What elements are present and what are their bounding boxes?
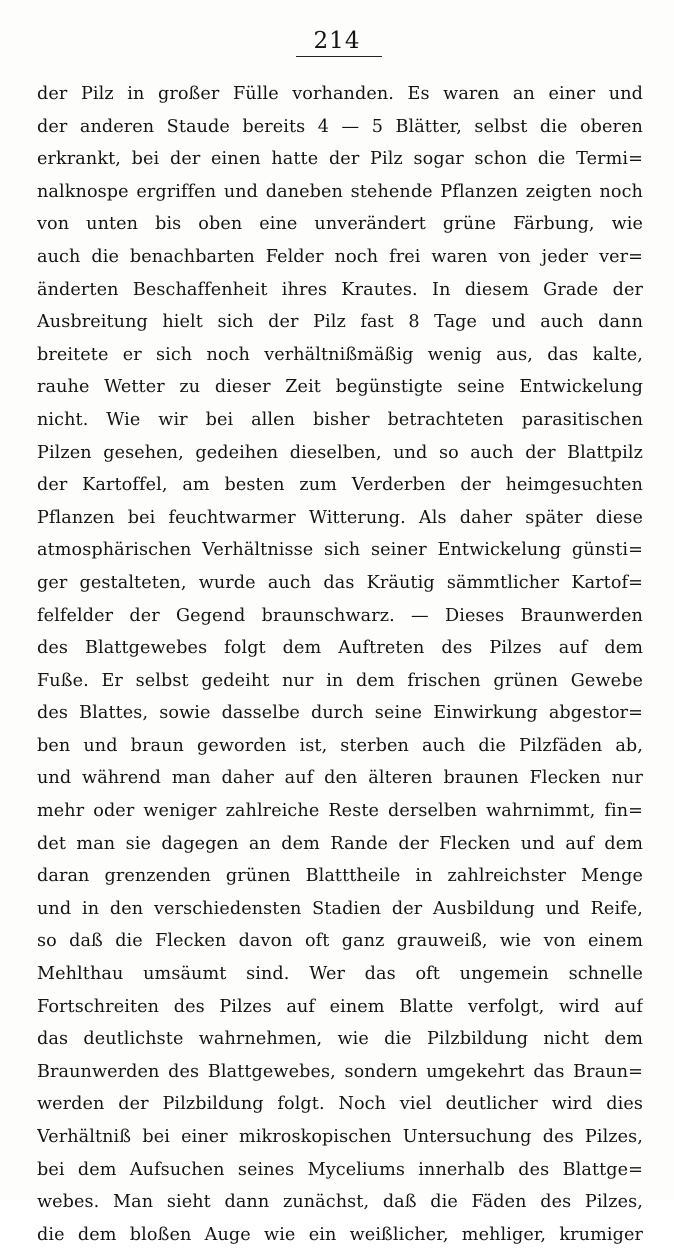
text-line-35: webes. Man sieht dann zunächst, daß die Fäden des Pilzes, bbox=[37, 1192, 643, 1213]
text-line-22: und während man daher auf den älteren braunen Flecken nur bbox=[37, 768, 643, 789]
text-line-17: felfelder der Gegend braunschwarz. — Dieses Braunwerden bbox=[37, 605, 643, 626]
text-line-2: der anderen Staude bereits 4 — 5 Blätter, selbst die oberen bbox=[37, 116, 643, 137]
text-line-26: und in den verschiedensten Stadien der Ausbildung und Reife, bbox=[37, 898, 643, 919]
text-line-1: der Pilz in großer Fülle vorhanden. Es waren an einer und bbox=[37, 84, 643, 104]
text-line-16: ger gestalteten, wurde auch das Kräutig sämmtlicher Kartof= bbox=[37, 572, 643, 593]
text-line-27: so daß die Flecken davon oft ganz grauweiß, wie von einem bbox=[37, 931, 643, 952]
text-line-9: breitete er sich noch verhältnißmäßig wenig aus, das kalte, bbox=[37, 344, 643, 365]
text-line-8: Ausbreitung hielt sich der Pilz fast 8 Tage und auch dann bbox=[37, 312, 643, 333]
text-line-24: det man sie dagegen an dem Rande der Flecken und auf dem bbox=[37, 833, 643, 854]
text-line-6: auch die benachbarten Felder noch frei waren von jeder ver= bbox=[37, 246, 643, 267]
text-line-19: Fuße. Er selbst gedeiht nur in dem frischen grünen Gewebe bbox=[37, 670, 643, 691]
text-line-7: änderten Beschaffenheit ihres Krautes. In diesem Grade der bbox=[37, 279, 643, 300]
text-line-29: Fortschreiten des Pilzes auf einem Blatte verfolgt, wird auf bbox=[37, 996, 643, 1017]
text-line-10: rauhe Wetter zu dieser Zeit begünstigte seine Entwickelung bbox=[37, 377, 643, 398]
text-line-31: Braunwerden des Blattgewebes, sondern umgekehrt das Braun= bbox=[37, 1061, 643, 1082]
page-number: 214 bbox=[313, 28, 361, 54]
text-line-34: bei dem Aufsuchen seines Myceliums innerhalb des Blattge= bbox=[37, 1159, 643, 1180]
text-line-30: das deutlichste wahrnehmen, wie die Pilzbildung nicht dem bbox=[37, 1029, 643, 1050]
text-line-18: des Blattgewebes folgt dem Auftreten des Pilzes auf dem bbox=[37, 638, 643, 659]
text-line-11: nicht. Wie wir bei allen bisher betrachteten parasitischen bbox=[37, 409, 643, 430]
text-line-5: von unten bis oben eine unverändert grüne Färbung, wie bbox=[37, 214, 643, 235]
text-line-20: des Blattes, sowie dasselbe durch seine Einwirkung abgestor= bbox=[37, 703, 643, 724]
text-line-13: der Kartoffel, am besten zum Verderben der heimgesuchten bbox=[37, 475, 643, 496]
text-line-28: Mehlthau umsäumt sind. Wer das oft ungemein schnelle bbox=[37, 964, 643, 985]
text-line-12: Pilzen gesehen, gedeihen dieselben, und so auch der Blattpilz bbox=[37, 442, 643, 463]
body-text bbox=[37, 78, 643, 1251]
text-line-33: Verhältniß bei einer mikroskopischen Untersuchung des Pilzes, bbox=[37, 1127, 643, 1147]
page-number-rule bbox=[296, 56, 382, 57]
text-line-21: ben und braun geworden ist, sterben auch die Pilzfäden ab, bbox=[37, 735, 643, 756]
text-line-3: erkrankt, bei der einen hatte der Pilz sogar schon die Termi= bbox=[37, 149, 643, 170]
text-line-36: die dem bloßen Auge wie ein weißlicher, mehliger, krumiger bbox=[37, 1224, 643, 1245]
text-line-4: nalknospe ergriffen und daneben stehende Pflanzen zeigten noch bbox=[37, 181, 643, 202]
text-line-23: mehr oder weniger zahlreiche Reste derselben wahrnimmt, fin= bbox=[37, 801, 643, 822]
text-line-14: Pflanzen bei feuchtwarmer Witterung. Als daher später diese bbox=[37, 507, 643, 528]
text-line-15: atmosphärischen Verhältnisse sich seiner Entwickelung günsti= bbox=[37, 540, 643, 561]
text-line-25: daran grenzenden grünen Blatttheile in zahlreichster Menge bbox=[37, 866, 643, 887]
text-line-32: werden der Pilzbildung folgt. Noch viel deutlicher wird dies bbox=[37, 1094, 643, 1115]
